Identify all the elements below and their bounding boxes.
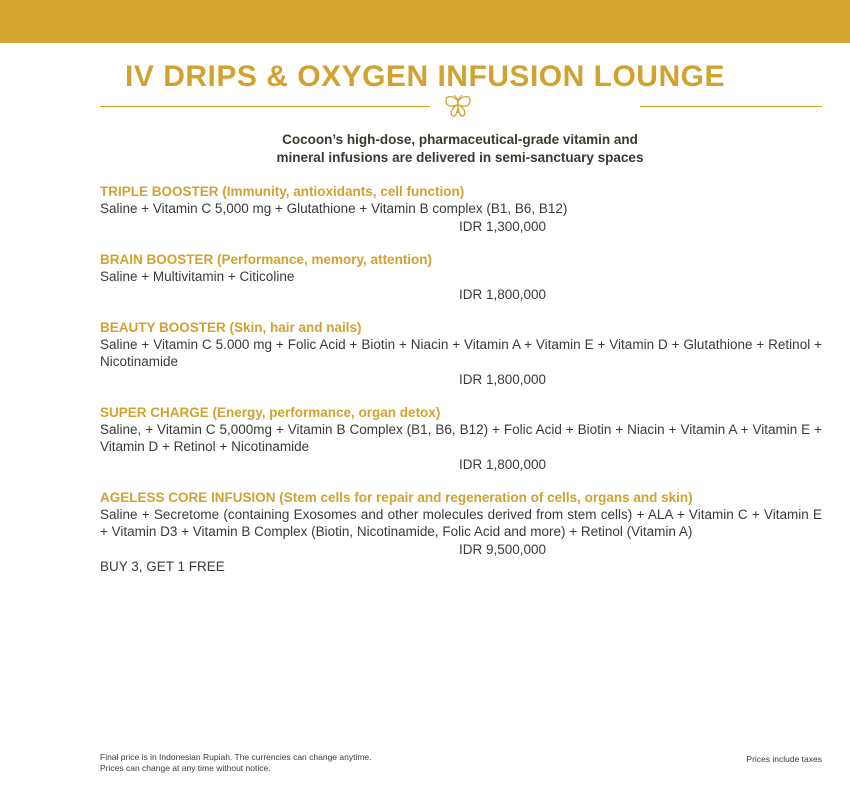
- divider-right: [640, 106, 822, 107]
- item-description: Saline + Vitamin C 5.000 mg + Folic Acid + Biotin + Niacin + Vitamin A + Vitamin E + Vitamin D + Glutathione + Retinol + Nicotinamide: [100, 337, 822, 369]
- item-price: IDR 1,300,000: [459, 219, 547, 234]
- item-price: IDR 1,800,000: [459, 287, 547, 302]
- item-title: TRIPLE BOOSTER (Immunity, antioxidants, cell function): [100, 184, 465, 199]
- item-description: Saline, + Vitamin C 5,000mg + Vitamin B Complex (B1, B6, B12) + Folic Acid + Biotin + Niacin + Vitamin A + Vitamin E + Vitamin D + Retinol + Nicotinamide: [100, 422, 822, 454]
- item-title: SUPER CHARGE (Energy, performance, organ detox): [100, 405, 441, 420]
- menu-item-beauty-booster: [100, 319, 822, 388]
- page-title: IV DRIPS & OXYGEN INFUSION LOUNGE: [125, 60, 725, 93]
- menu-item-triple-booster: [100, 183, 822, 235]
- item-title: BRAIN BOOSTER (Performance, memory, attention): [100, 252, 433, 267]
- intro-text: Cocoon’s high-dose, pharmaceutical-grade vitamin and mineral infusions are delivered in semi-sanctuary spaces: [276, 132, 644, 165]
- menu-item-super-charge: [100, 404, 822, 473]
- tax-note: Prices include taxes: [746, 754, 822, 764]
- top-banner: [0, 0, 850, 43]
- item-price: IDR 1,800,000: [459, 457, 547, 472]
- item-description: Saline + Vitamin C 5,000 mg + Glutathione + Vitamin B complex (B1, B6, B12): [100, 201, 568, 216]
- item-description: Saline + Multivitamin + Citicoline: [100, 269, 295, 284]
- item-price: IDR 1,800,000: [459, 372, 547, 387]
- footer-note: Final price is in Indonesian Rupiah. The currencies can change anytime. Prices can change at any time without notice.: [100, 752, 372, 773]
- item-title: AGELESS CORE INFUSION (Stem cells for repair and regeneration of cells, organs and skin): [100, 490, 693, 505]
- menu-item-ageless-core-infusion: [100, 489, 822, 575]
- item-price: IDR 9,500,000: [459, 542, 547, 557]
- butterfly-icon: [443, 95, 473, 119]
- menu-item-brain-booster: [100, 251, 822, 303]
- divider-left: [100, 106, 430, 107]
- promo-text: BUY 3, GET 1 FREE: [100, 559, 225, 574]
- item-title: BEAUTY BOOSTER (Skin, hair and nails): [100, 320, 362, 335]
- item-description: Saline + Secretome (containing Exosomes and other molecules derived from stem cells) + ALA + Vitamin C + Vitamin E + Vitamin D3 + Vitamin B Complex (Biotin, Nicotinamide, Folic Acid and more) + Retinol (Vitamin A): [100, 507, 822, 539]
